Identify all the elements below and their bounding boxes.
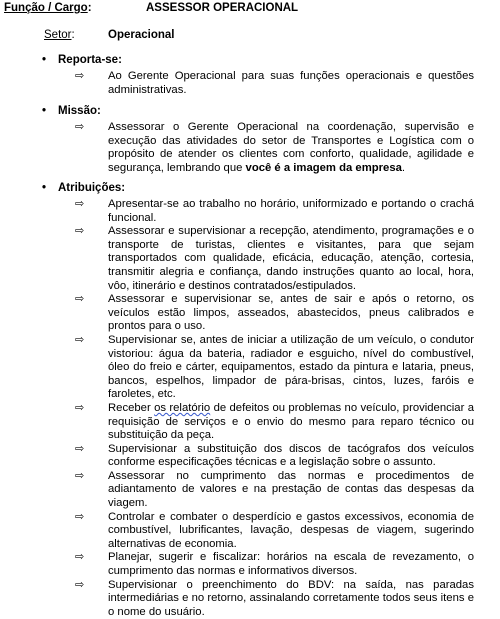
arrow-right-icon: ⇨ <box>75 510 85 523</box>
section-title: Reporta-se: <box>58 54 122 66</box>
list-item: ⇨ Assessorar o Gerente Operacional na coordenação, supervisão e execução das atividades do setor de Transportes e Logística com o propósito de atender os clientes com conforto, qualidade, agilidade e segurança, lembrando que você é a imagem da empresa. <box>75 121 474 174</box>
sector-label: Setor <box>44 29 72 41</box>
arrow-right-icon: ⇨ <box>75 198 85 210</box>
list-item: ⇨ Controlar e combater o desperdício e gastos excessivos, economia de combustível, lubrificantes, lavação, despesas de viagem, sugerindo alternativas de economia. <box>75 510 474 550</box>
role-label: Função / Cargo <box>4 2 88 14</box>
arrow-right-icon: ⇨ <box>75 578 85 591</box>
bullet-dot-icon: • <box>42 54 47 66</box>
role-value: ASSESSOR OPERACIONAL <box>146 2 299 14</box>
arrow-right-icon: ⇨ <box>75 70 85 82</box>
spellcheck-underline: os relatório <box>154 401 211 414</box>
arrow-right-icon: ⇨ <box>75 442 85 455</box>
sector-value: Operacional <box>108 29 175 41</box>
list-item: ⇨ Assessorar e supervisionar a recepção, atendimento, programações e o transporte de turistas, clientes e visitantes, para que sejam transportados com qualidade, eficácia, educação, atenção, cortesia, transmitir alegria e confiança, dando instruções quanto ao local, hora, vôo, itinerário e destinos contratados/estipulados. <box>75 225 474 292</box>
arrow-right-icon: ⇨ <box>75 551 85 564</box>
list-item: ⇨ Assessorar e supervisionar se, antes de sair e após o retorno, os veículos estão limpos, asseados, abastecidos, pneus calibrados e prontos para o uso. <box>75 293 474 333</box>
list-item: ⇨ Planejar, sugerir e fiscalizar: horários na escala de revezamento, o cumprimento das normas e informativos diversos. <box>75 551 474 578</box>
emphasis-text: você é a imagem da empresa <box>245 161 402 174</box>
arrow-right-icon: ⇨ <box>75 121 85 133</box>
arrow-right-icon: ⇨ <box>75 293 85 306</box>
sector-line: Setor: Operacional <box>44 29 175 41</box>
role-header: Função / Cargo: ASSESSOR OPERACIONAL <box>4 2 299 14</box>
list-item: ⇨ Supervisionar se, antes de iniciar a utilização de um veículo, o condutor vistoriou: água da bateria, radiador e esguicho, nível do combustível, óleo do freio e cárter, equipamentos, estado da pintura e lataria, pneus, bancos, espelhos, limpador de pára-brisas, cintos, luzes, faróis e faroletes, etc. <box>75 333 474 401</box>
list-item: ⇨ Assessorar no cumprimento das normas e procedimentos de adiantamento de valores e na prestação de contas das despesas da viagem. <box>75 469 474 510</box>
section-missao <box>0 105 500 175</box>
bullet-dot-icon: • <box>42 105 47 117</box>
section-reporta-se <box>0 54 500 97</box>
list-item: ⇨ Apresentar-se ao trabalho no horário, uniformizado e portando o crachá funcional. <box>75 198 474 224</box>
section-title: Atribuições: <box>58 182 126 194</box>
bullet-dot-icon: • <box>42 182 47 194</box>
section-atribuicoes <box>0 182 500 619</box>
arrow-right-icon: ⇨ <box>75 333 85 346</box>
section-title: Missão: <box>58 105 101 117</box>
list-item: ⇨ Ao Gerente Operacional para suas funções operacionais e questões administrativas. <box>75 70 474 96</box>
arrow-right-icon: ⇨ <box>75 401 85 414</box>
list-item: ⇨ Receber os relatório de defeitos ou problemas no veículo, providenciar a requisição de serviços e o envio do mesmo para reparo técnico ou substituição da peça. <box>75 401 474 442</box>
list-item: ⇨ Supervisionar o preenchimento do BDV: na saída, nas paradas intermediárias e no retorno, assinalando corretamente todos seus itens e o nome do usuário. <box>75 578 474 618</box>
arrow-right-icon: ⇨ <box>75 225 85 238</box>
arrow-right-icon: ⇨ <box>75 469 85 482</box>
list-item: ⇨ Supervisionar a substituição dos discos de tacógrafos dos veículos conforme especificações técnicas e a legislação sobre o assunto. <box>75 442 474 469</box>
